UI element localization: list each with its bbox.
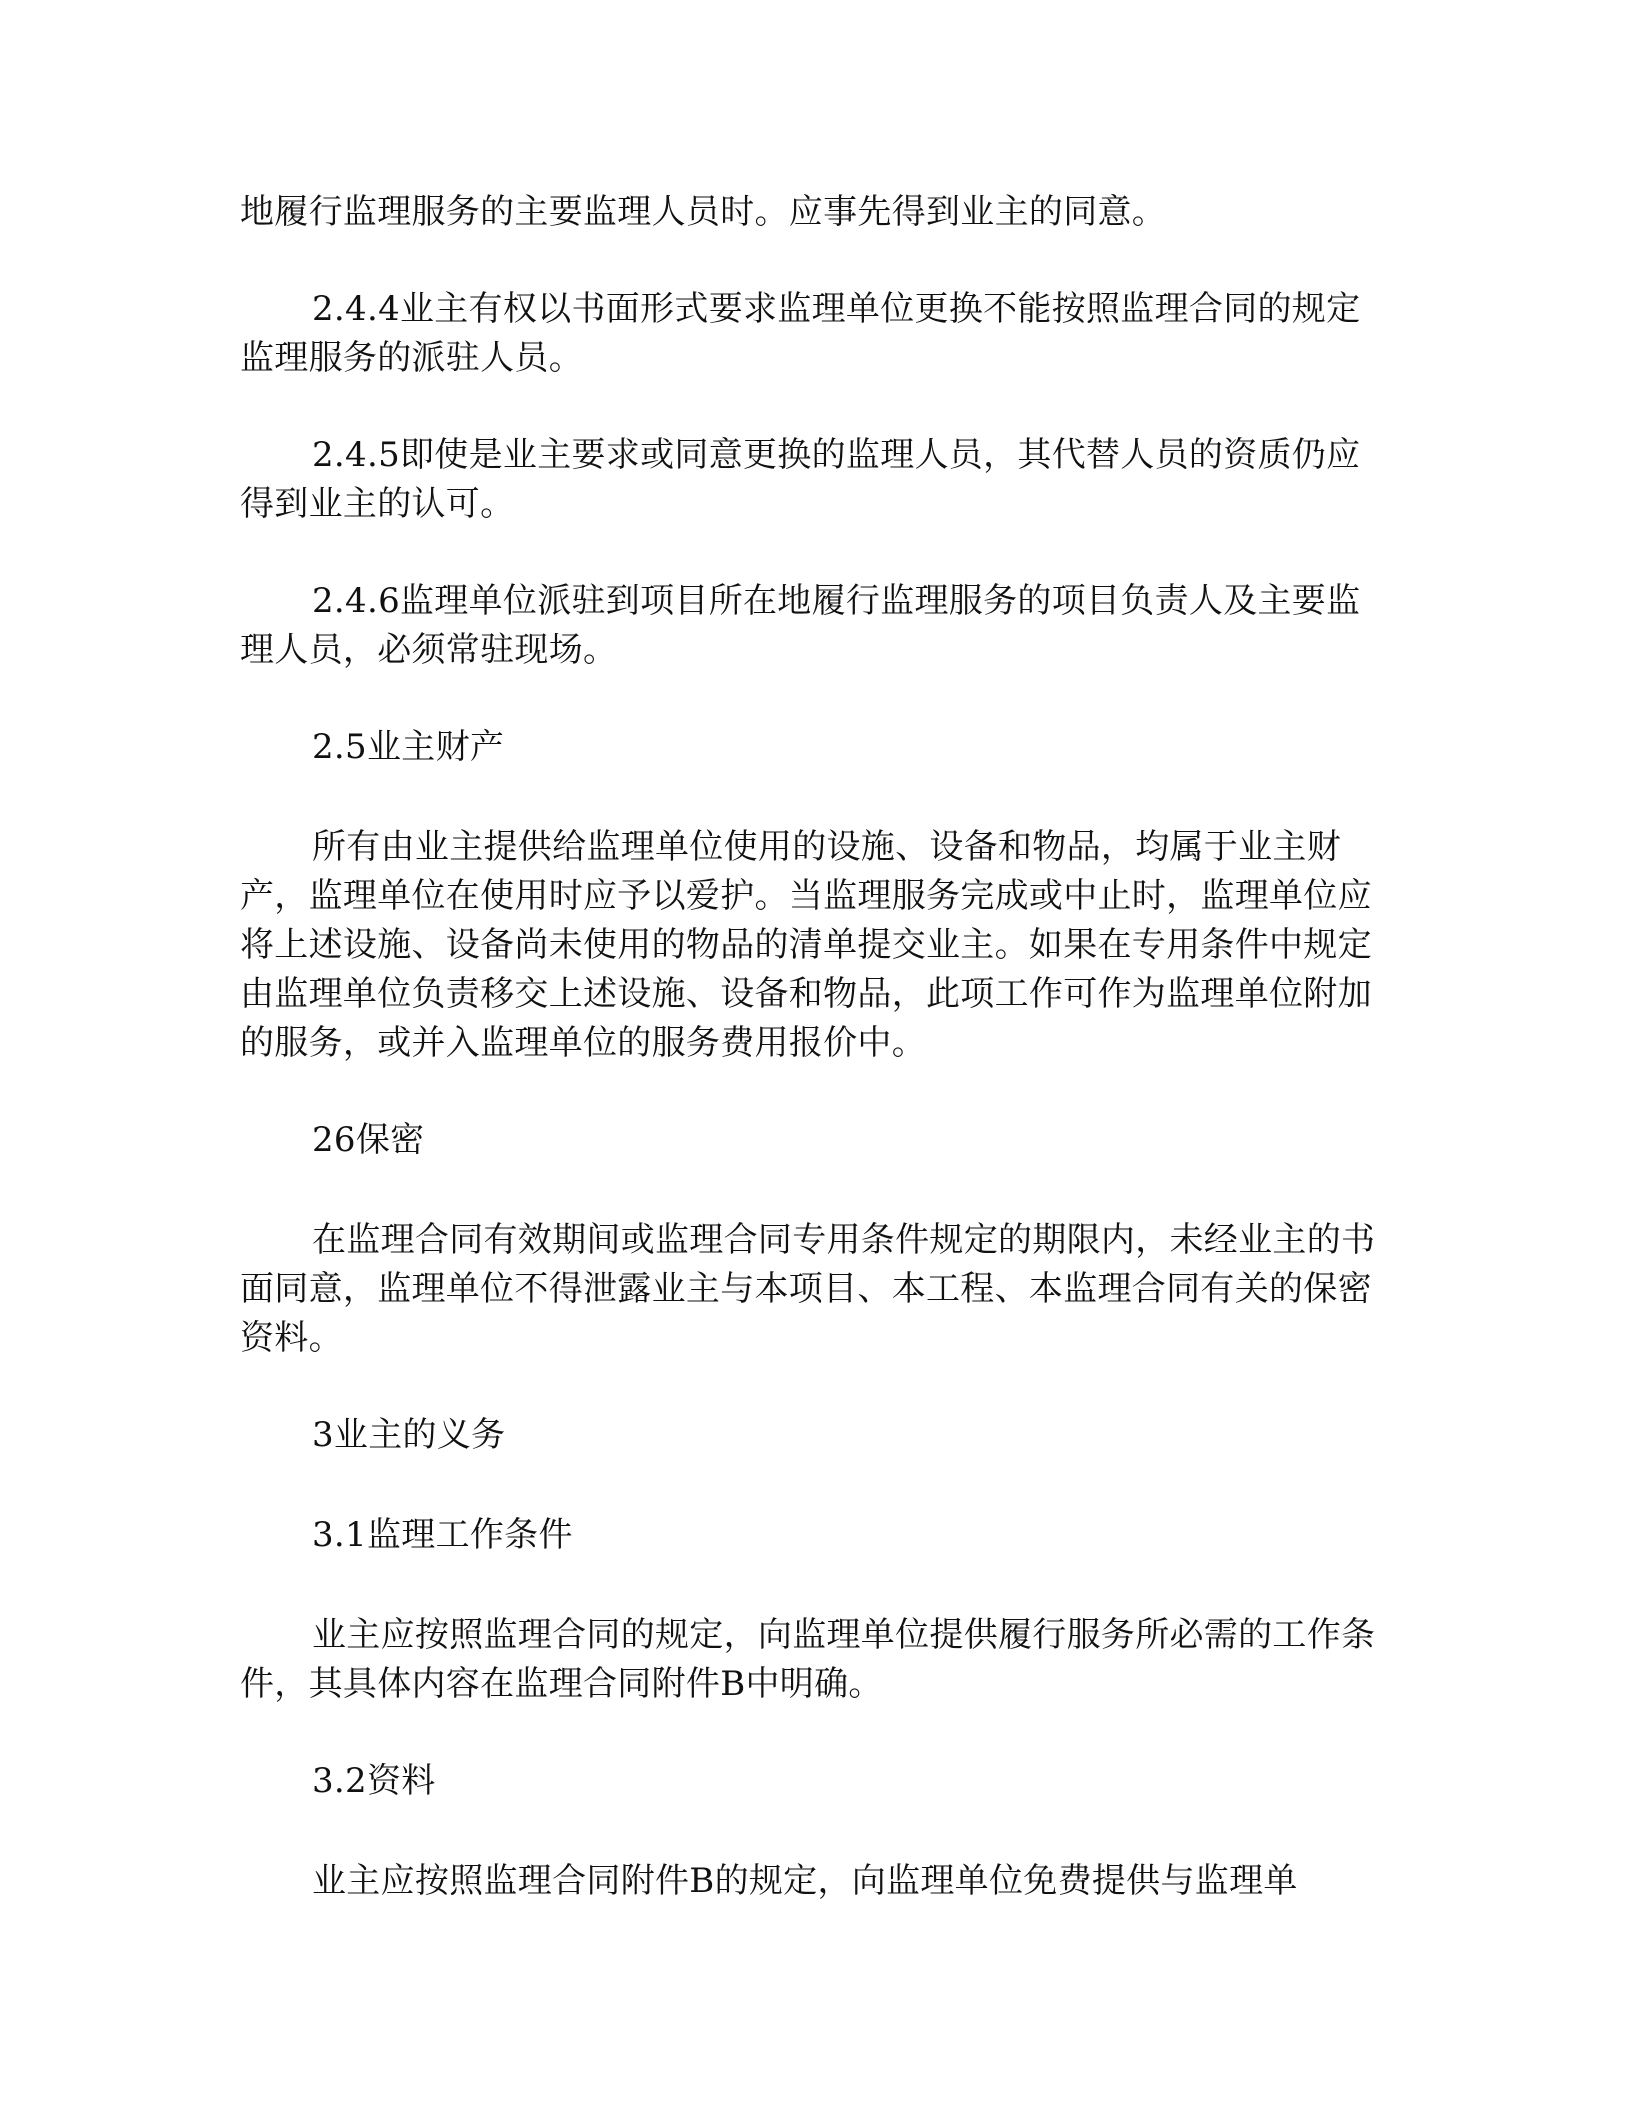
clause-2-4-4: 2.4.4业主有权以书面形式要求监理单位更换不能按照监理合同的规定监理服务的派驻人员。 bbox=[240, 289, 1361, 378]
section-heading-3-2: 3.2资料 bbox=[312, 1761, 436, 1801]
section-heading-3-1: 3.1监理工作条件 bbox=[312, 1515, 573, 1555]
clause-2-4-6: 2.4.6监理单位派驻到项目所在地履行监理服务的项目负责人及主要监理人员，必须常驻现场。 bbox=[240, 581, 1361, 670]
clause-2-4-5: 2.4.5即使是业主要求或同意更换的监理人员，其代替人员的资质仍应得到业主的认可。 bbox=[240, 435, 1361, 524]
paragraph-continuation: 地履行监理服务的主要监理人员时。应事先得到业主的同意。 bbox=[240, 192, 1167, 232]
section-heading-2-5: 2.5业主财产 bbox=[312, 727, 505, 767]
section-heading-2-6: 26保密 bbox=[312, 1120, 425, 1160]
paragraph-materials: 业主应按照监理合同附件B的规定，向监理单位免费提供与监理单 bbox=[312, 1861, 1298, 1901]
section-heading-3: 3业主的义务 bbox=[312, 1415, 506, 1455]
paragraph-owner-property: 所有由业主提供给监理单位使用的设施、设备和物品，均属于业主财产，监理单位在使用时应予以爱护。当监理服务完成或中止时，监理单位应将上述设施、设备尚未使用的物品的清单提交业主。如果在专用条件中规定由监理单位负责移交上述设施、设备和物品，此项工作可作为监理单位附加的服务，或并入监理单位的服务费用报价中。 bbox=[240, 827, 1372, 1063]
paragraph-work-conditions: 业主应按照监理合同的规定，向监理单位提供履行服务所必需的工作条件，其具体内容在监理合同附件B中明确。 bbox=[240, 1615, 1376, 1704]
document-body bbox=[240, 188, 1385, 1954]
paragraph-confidentiality: 在监理合同有效期间或监理合同专用条件规定的期限内，未经业主的书面同意，监理单位不得泄露业主与本项目、本工程、本监理合同有关的保密资料。 bbox=[240, 1220, 1376, 1358]
